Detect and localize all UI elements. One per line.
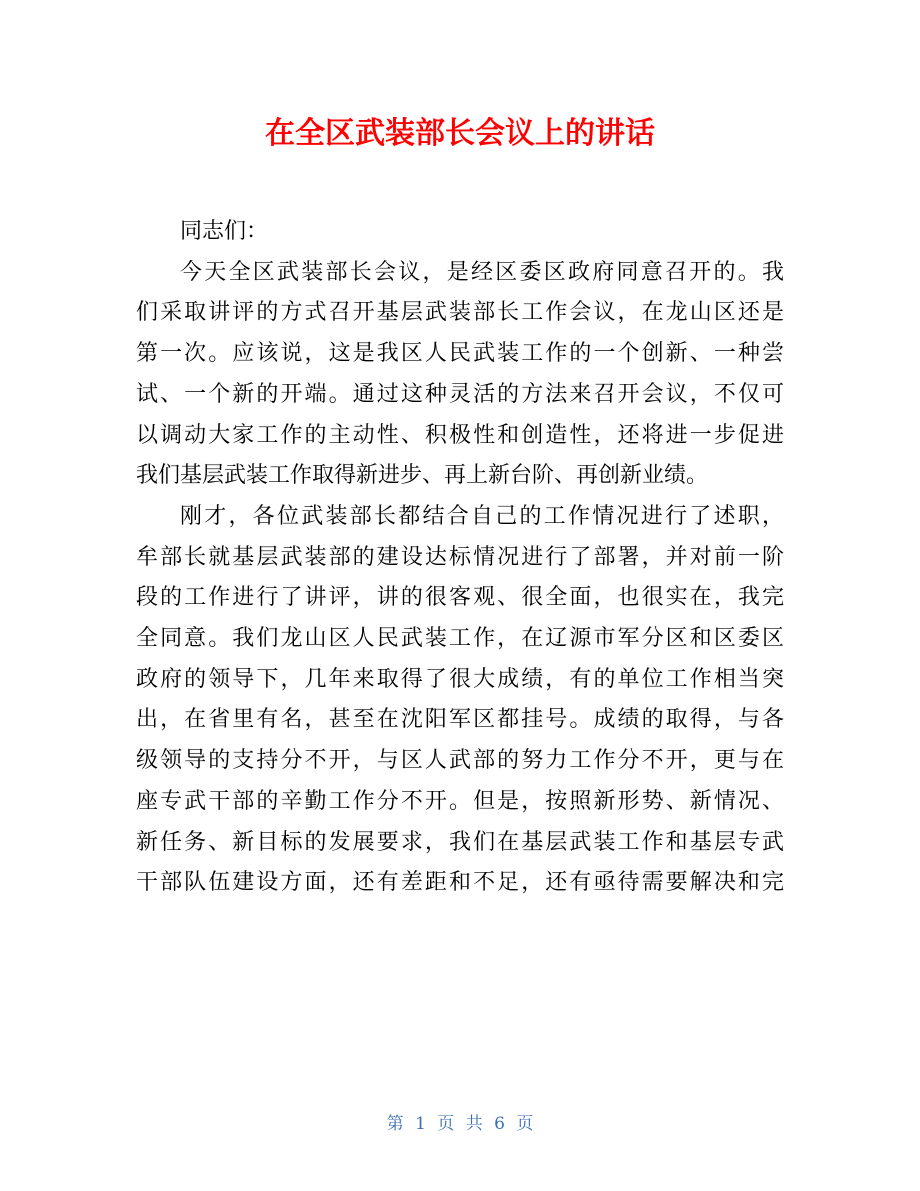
paragraph-line: 出，在省里有名，甚至在沈阳军区都挂号。成绩的取得，与各: [136, 707, 784, 733]
paragraph-line: 我们基层武装工作取得新进步、再上新台阶、再创新业绩。: [136, 463, 709, 489]
document-title: 在全区武装部长会议上的讲话: [265, 116, 655, 151]
paragraph-line: 试、一个新的开端。通过这种灵活的方法来召开会议，不仅可: [136, 381, 784, 407]
paragraph-line: 政府的领导下，几年来取得了很大成绩，有的单位工作相当突: [136, 666, 784, 692]
paragraph-line: 以调动大家工作的主动性、积极性和创造性，还将进一步促进: [136, 422, 784, 448]
paragraph-line: 第一次。应该说，这是我区人民武装工作的一个创新、一种尝: [136, 341, 784, 367]
paragraph-line: 刚才，各位武装部长都结合自己的工作情况进行了述职，: [180, 503, 784, 529]
paragraph-line: 级领导的支持分不开，与区人武部的努力工作分不开，更与在: [136, 748, 784, 774]
paragraph-line: 全同意。我们龙山区人民武装工作，在辽源市军分区和区委区: [136, 626, 784, 652]
paragraph-line: 干部队伍建设方面，还有差距和不足，还有亟待需要解决和完: [136, 870, 784, 896]
paragraph-line: 新任务、新目标的发展要求，我们在基层武装工作和基层专武: [136, 829, 784, 855]
paragraph-line: 牟部长就基层武装部的建设达标情况进行了部署，并对前一阶: [136, 544, 784, 570]
paragraph-line: 们采取讲评的方式召开基层武装部长工作会议，在龙山区还是: [136, 300, 784, 326]
paragraph-1: [136, 253, 784, 497]
paragraph-line: 座专武干部的辛勤工作分不开。但是，按照新形势、新情况、: [136, 788, 784, 814]
paragraph-2: [136, 497, 784, 904]
paragraph-line: 今天全区武装部长会议，是经区委区政府同意召开的。我: [180, 259, 784, 285]
document-body: [136, 212, 784, 904]
salutation: 同志们：: [180, 219, 269, 244]
page-number-footer: 第 1 页 共 6 页: [386, 1114, 534, 1134]
paragraph-line: 段的工作进行了讲评，讲的很客观、很全面，也很实在，我完: [136, 585, 784, 611]
